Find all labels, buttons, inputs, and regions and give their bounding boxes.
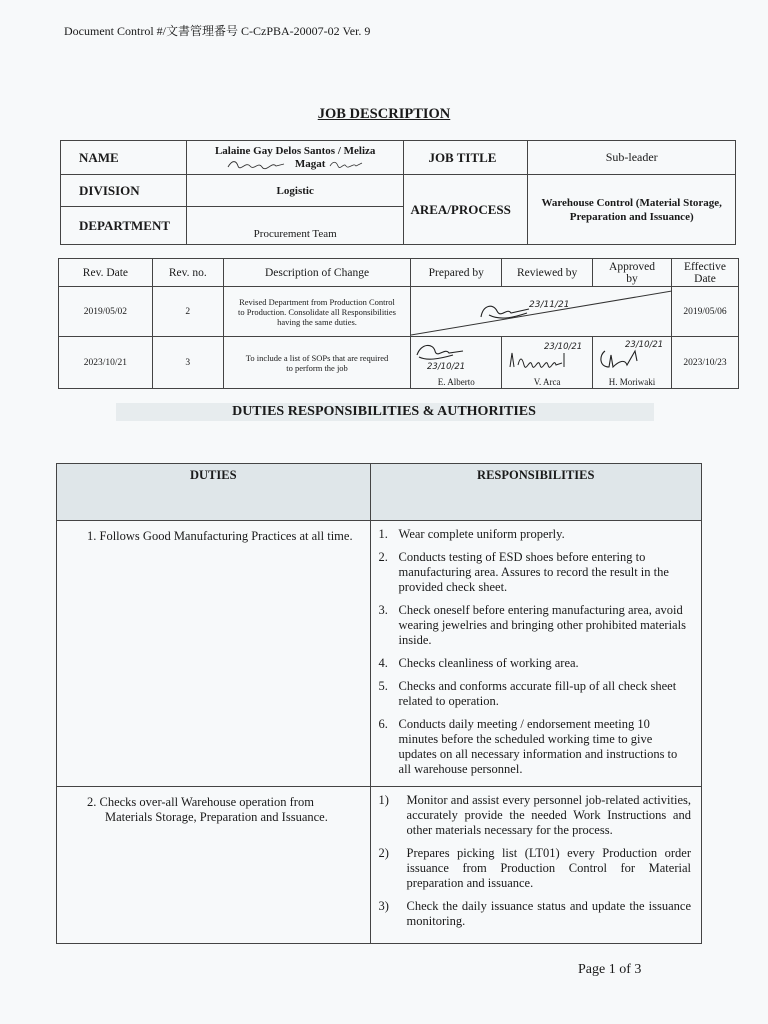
rev-date-header: Rev. Date [59, 259, 153, 287]
name-value-line1: Lalaine Gay Delos Santos / Meliza [214, 144, 376, 157]
duties-column-header: DUTIES [57, 464, 371, 521]
rev-no: 3 [152, 337, 223, 389]
list-item: 1) Monitor and assist every personnel job-related activities, accurately provide the needed Work Instructions and other materials necessary for the process. [378, 793, 691, 837]
duty-cell [57, 787, 371, 944]
page-title: JOB DESCRIPTION [317, 106, 451, 122]
handwritten-signature [595, 337, 671, 373]
handwritten-initials [226, 159, 289, 170]
rev-date: 2023/10/21 [59, 337, 153, 389]
list-item: 3) Check the daily issuance status and update the issuance monitoring. [378, 899, 691, 928]
effective-date: 2019/05/06 [672, 287, 739, 337]
rev-description: Revised Department from Production Control to Production. Consolidate all Responsibilities having the same duties. [223, 287, 411, 337]
department-label: DEPARTMENT [61, 207, 187, 245]
duties-section-heading: DUTIES RESPONSIBILITIES & AUTHORITIES [232, 404, 536, 419]
name-label: NAME [61, 141, 187, 175]
reviewed-header: Reviewed by [502, 259, 593, 287]
signature-block [411, 287, 672, 337]
prepared-header: Prepared by [411, 259, 502, 287]
approved-by-name: H. Moriwaki [608, 377, 656, 387]
page-number: Page 1 of 3 [578, 962, 642, 977]
responsibilities-cell [370, 787, 701, 944]
division-value: Logistic [186, 175, 404, 207]
department-value: Procurement Team [186, 207, 404, 245]
employee-info-table [60, 140, 736, 245]
list-item: 4. Checks cleanliness of working area. [378, 656, 579, 670]
list-item: 5. Checks and conforms accurate fill-up of all check sheet related to operation. [378, 679, 677, 708]
duty-cell [57, 521, 371, 787]
reviewed-by-name: V. Arca [533, 377, 561, 387]
rev-description: To include a list of SOPs that are required to perform the job [223, 337, 411, 389]
name-value-line2: Magat [294, 157, 326, 170]
list-item: 2) Prepares picking list (LT01) every Production order issuance from Production Control for Material preparation and issuance. [378, 846, 691, 890]
list-item: 6. Conducts daily meeting / endorsement meeting 10 minutes before the scheduled working time to give updates on all necessary information and instructions to all warehouse personnel. [378, 717, 678, 776]
list-item: 3. Check oneself before entering manufacturing area, avoid wearing jewelries and bringing other prohibited materials inside. [378, 603, 686, 647]
desc-header: Description of Change [223, 259, 411, 287]
document-control-number: Document Control #/文書管理番号 C-CzPBA-20007-02 Ver. 9 [64, 24, 371, 38]
responsibilities-cell [370, 521, 701, 787]
effective-date: 2023/10/23 [672, 337, 739, 389]
duties-table [56, 463, 702, 944]
rev-no: 2 [152, 287, 223, 337]
approved-by-cell [593, 337, 672, 389]
svg-text:23/11/21: 23/11/21 [529, 300, 570, 310]
prepared-by-cell [411, 337, 502, 389]
division-label: DIVISION [61, 175, 187, 207]
prepared-by-name: E. Alberto [437, 377, 475, 387]
responsibilities-column-header: RESPONSIBILITIES [370, 464, 701, 521]
job-title-value: Sub-leader [528, 141, 736, 175]
handwritten-signature [504, 337, 590, 373]
svg-text:23/10/21: 23/10/21 [427, 362, 466, 372]
duty-text: 2. Checks over-all Warehouse operation from Materials Storage, Preparation and Issuance. [87, 795, 328, 824]
job-title-label: JOB TITLE [404, 141, 528, 175]
approved-header: Approved by [593, 259, 672, 287]
effective-header: Effective Date [672, 259, 739, 287]
list-item: 2. Conducts testing of ESD shoes before entering to manufacturing area. Assures to record the result in the provided check sheet. [378, 550, 669, 594]
area-process-value: Warehouse Control (Material Storage, Preparation and Issuance) [528, 175, 736, 245]
svg-text:23/10/21: 23/10/21 [625, 340, 664, 350]
handwritten-signature [411, 287, 672, 337]
revision-history-table [58, 258, 739, 389]
duty-text: 1. Follows Good Manufacturing Practices at all time. [87, 529, 353, 543]
rev-no-header: Rev. no. [152, 259, 223, 287]
name-value [186, 141, 404, 175]
handwritten-signature [413, 339, 499, 373]
reviewed-by-cell [502, 337, 593, 389]
list-item: 1. Wear complete uniform properly. [378, 527, 565, 541]
svg-text:23/10/21: 23/10/21 [544, 342, 583, 352]
area-process-label: AREA/PROCESS [404, 175, 528, 245]
rev-date: 2019/05/02 [59, 287, 153, 337]
